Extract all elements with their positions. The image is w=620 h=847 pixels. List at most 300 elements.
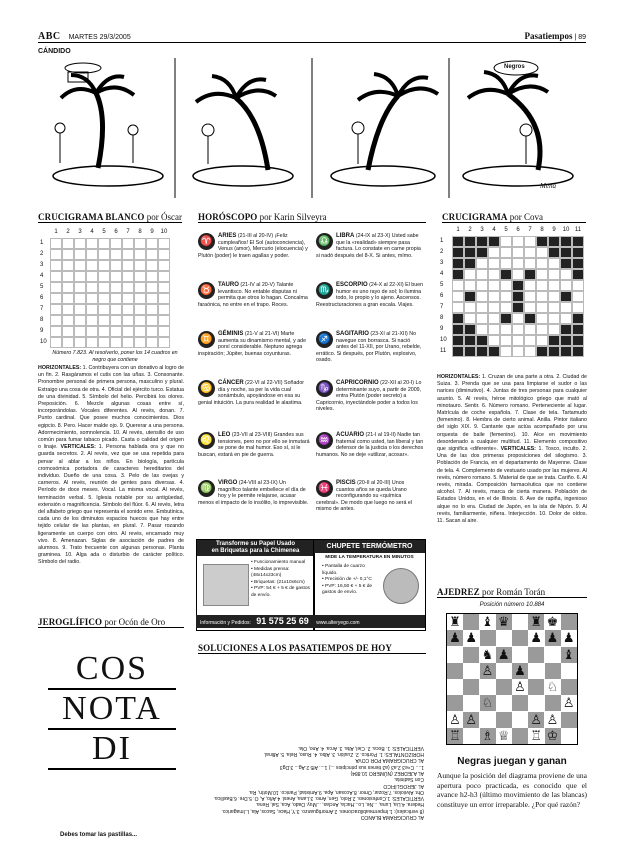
crossword-cell[interactable] (548, 291, 560, 302)
crossword-cell[interactable] (548, 324, 560, 335)
chess-square[interactable]: ♙ (512, 679, 528, 695)
crossword-cell[interactable] (536, 346, 548, 357)
sign-dates: (22-VI al 22-VII) (245, 380, 283, 386)
crossword-cell[interactable] (500, 335, 512, 346)
crossword-cell[interactable] (560, 280, 572, 291)
crossword-cell[interactable] (98, 304, 110, 315)
crossword-cell[interactable] (572, 335, 584, 346)
crossword-cell[interactable] (500, 247, 512, 258)
crossword-cell[interactable] (452, 313, 464, 324)
crossword-cell[interactable] (476, 258, 488, 269)
zodiac-icon: ♉ (198, 282, 215, 299)
crossword-cell[interactable] (50, 326, 62, 337)
crossword-cell[interactable] (560, 313, 572, 324)
crucigrama-cova-grid[interactable] (452, 236, 584, 357)
crossword-cell[interactable] (512, 247, 524, 258)
crossword-cell[interactable] (122, 271, 134, 282)
crossword-cell[interactable] (464, 313, 476, 324)
chess-square[interactable] (463, 663, 479, 679)
crossword-cell[interactable] (512, 258, 524, 269)
crossword-cell[interactable] (536, 313, 548, 324)
sign-name: GÉMINIS (218, 331, 244, 337)
crossword-cell[interactable] (536, 280, 548, 291)
crossword-cell[interactable] (488, 313, 500, 324)
crossword-cell[interactable] (110, 282, 122, 293)
crossword-cell[interactable] (548, 313, 560, 324)
chess-square[interactable] (496, 679, 512, 695)
crossword-cell[interactable] (122, 337, 134, 348)
crossword-cell[interactable] (50, 260, 62, 271)
chess-square[interactable]: ♙ (463, 712, 479, 728)
crossword-cell[interactable] (146, 337, 158, 348)
crossword-cell[interactable] (158, 315, 170, 326)
crossword-cell[interactable] (50, 238, 62, 249)
col-number: 7 (528, 227, 532, 233)
crossword-cell[interactable] (476, 346, 488, 357)
crossword-cell[interactable] (122, 260, 134, 271)
crossword-cell[interactable] (524, 258, 536, 269)
crossword-cell[interactable] (50, 337, 62, 348)
crossword-cell[interactable] (512, 324, 524, 335)
crossword-cell[interactable] (62, 293, 74, 304)
crossword-cell[interactable] (488, 291, 500, 302)
chess-square[interactable]: ♕ (496, 728, 512, 744)
crossword-cell[interactable] (74, 260, 86, 271)
crossword-cell[interactable] (536, 269, 548, 280)
crossword-cell[interactable] (74, 293, 86, 304)
chess-square[interactable] (496, 663, 512, 679)
crossword-cell[interactable] (476, 280, 488, 291)
crossword-cell[interactable] (74, 282, 86, 293)
crossword-cell[interactable] (62, 326, 74, 337)
crossword-cell[interactable] (512, 269, 524, 280)
chess-square[interactable]: ♝ (561, 647, 577, 663)
crossword-cell[interactable] (86, 249, 98, 260)
chess-square[interactable] (545, 663, 561, 679)
crossword-cell[interactable] (512, 280, 524, 291)
chess-square[interactable] (561, 679, 577, 695)
crossword-cell[interactable] (476, 236, 488, 247)
crossword-cell[interactable] (524, 324, 536, 335)
crossword-cell[interactable] (500, 324, 512, 335)
crossword-cell[interactable] (98, 315, 110, 326)
ad-contact-bar[interactable] (196, 615, 425, 628)
crossword-cell[interactable] (524, 346, 536, 357)
crossword-cell[interactable] (464, 324, 476, 335)
crossword-cell[interactable] (500, 313, 512, 324)
crossword-cell[interactable] (524, 302, 536, 313)
chess-square[interactable]: ♙ (528, 712, 544, 728)
crossword-cell[interactable] (74, 271, 86, 282)
crossword-cell[interactable] (452, 302, 464, 313)
chess-square[interactable] (528, 663, 544, 679)
crossword-cell[interactable] (512, 313, 524, 324)
crossword-cell[interactable] (98, 293, 110, 304)
crucigrama-blanco-clues (38, 365, 184, 590)
newspaper-logo: ABC (38, 31, 61, 42)
crossword-cell[interactable] (500, 302, 512, 313)
chess-square[interactable]: ♙ (545, 712, 561, 728)
crossword-cell[interactable] (146, 326, 158, 337)
chess-square[interactable]: ♜ (447, 614, 463, 630)
chess-square[interactable] (496, 695, 512, 711)
chess-square[interactable] (545, 647, 561, 663)
chess-square[interactable] (463, 728, 479, 744)
chess-square[interactable] (496, 630, 512, 646)
crossword-cell[interactable] (452, 324, 464, 335)
crossword-cell[interactable] (146, 260, 158, 271)
crossword-cell[interactable] (134, 326, 146, 337)
crucigrama-blanco-grid[interactable] (50, 238, 170, 348)
crossword-cell[interactable] (548, 346, 560, 357)
crossword-cell[interactable] (134, 282, 146, 293)
crossword-cell[interactable] (62, 238, 74, 249)
crossword-cell[interactable] (452, 280, 464, 291)
crossword-cell[interactable] (122, 326, 134, 337)
crossword-cell[interactable] (110, 315, 122, 326)
chess-square[interactable] (512, 647, 528, 663)
crossword-cell[interactable] (452, 236, 464, 247)
crossword-cell[interactable] (110, 260, 122, 271)
chess-square[interactable] (528, 695, 544, 711)
crossword-cell[interactable] (110, 271, 122, 282)
chess-square[interactable]: ♙ (447, 712, 463, 728)
crossword-cell[interactable] (62, 271, 74, 282)
crossword-cell[interactable] (98, 260, 110, 271)
crossword-cell[interactable] (146, 304, 158, 315)
chess-square[interactable]: ♟ (545, 630, 561, 646)
crossword-cell[interactable] (500, 269, 512, 280)
crossword-cell[interactable] (134, 304, 146, 315)
crossword-cell[interactable] (572, 324, 584, 335)
crossword-cell[interactable] (464, 269, 476, 280)
crossword-cell[interactable] (122, 304, 134, 315)
crossword-cell[interactable] (560, 291, 572, 302)
crossword-cell[interactable] (560, 335, 572, 346)
chess-square[interactable]: ♝ (480, 614, 496, 630)
crossword-cell[interactable] (488, 335, 500, 346)
crossword-cell[interactable] (86, 293, 98, 304)
crossword-cell[interactable] (476, 335, 488, 346)
crossword-cell[interactable] (98, 271, 110, 282)
chess-square[interactable] (545, 695, 561, 711)
crossword-cell[interactable] (548, 280, 560, 291)
crossword-cell[interactable] (500, 346, 512, 357)
crossword-cell[interactable] (146, 293, 158, 304)
crossword-cell[interactable] (476, 313, 488, 324)
crossword-cell[interactable] (110, 293, 122, 304)
chess-square[interactable] (463, 614, 479, 630)
crossword-cell[interactable] (464, 258, 476, 269)
crossword-cell[interactable] (548, 247, 560, 258)
chess-square[interactable]: ♙ (480, 663, 496, 679)
crossword-cell[interactable] (524, 313, 536, 324)
crossword-cell[interactable] (452, 269, 464, 280)
crossword-cell[interactable] (488, 269, 500, 280)
crossword-cell[interactable] (464, 236, 476, 247)
crossword-cell[interactable] (86, 260, 98, 271)
chess-square[interactable] (480, 679, 496, 695)
chess-square[interactable] (447, 695, 463, 711)
chess-square[interactable]: ♟ (496, 647, 512, 663)
crossword-cell[interactable] (476, 291, 488, 302)
crossword-cell[interactable] (74, 315, 86, 326)
crossword-cell[interactable] (86, 337, 98, 348)
crossword-cell[interactable] (464, 302, 476, 313)
crossword-cell[interactable] (464, 247, 476, 258)
crossword-cell[interactable] (98, 238, 110, 249)
crossword-cell[interactable] (146, 271, 158, 282)
crossword-cell[interactable] (50, 249, 62, 260)
chess-square[interactable] (561, 728, 577, 744)
chess-square[interactable]: ♘ (480, 695, 496, 711)
crossword-cell[interactable] (86, 282, 98, 293)
crossword-cell[interactable] (512, 346, 524, 357)
chess-square[interactable] (480, 712, 496, 728)
crossword-cell[interactable] (86, 304, 98, 315)
crossword-cell[interactable] (122, 293, 134, 304)
crossword-cell[interactable] (536, 335, 548, 346)
crossword-cell[interactable] (134, 249, 146, 260)
chess-square[interactable] (447, 679, 463, 695)
chess-square[interactable] (496, 712, 512, 728)
crossword-cell[interactable] (158, 282, 170, 293)
crossword-cell[interactable] (488, 258, 500, 269)
crossword-cell[interactable] (500, 291, 512, 302)
crossword-cell[interactable] (74, 304, 86, 315)
crossword-cell[interactable] (572, 302, 584, 313)
crossword-cell[interactable] (524, 291, 536, 302)
crossword-cell[interactable] (524, 280, 536, 291)
crossword-cell[interactable] (122, 238, 134, 249)
crossword-cell[interactable] (536, 302, 548, 313)
crossword-cell[interactable] (452, 247, 464, 258)
crossword-cell[interactable] (74, 326, 86, 337)
crossword-cell[interactable] (122, 282, 134, 293)
crossword-cell[interactable] (560, 324, 572, 335)
chess-square[interactable] (463, 695, 479, 711)
crossword-cell[interactable] (134, 260, 146, 271)
crossword-cell[interactable] (110, 337, 122, 348)
crossword-cell[interactable] (548, 335, 560, 346)
crossword-cell[interactable] (488, 346, 500, 357)
crossword-cell[interactable] (536, 291, 548, 302)
crossword-cell[interactable] (134, 238, 146, 249)
crossword-cell[interactable] (62, 304, 74, 315)
chess-square[interactable] (561, 663, 577, 679)
crossword-cell[interactable] (536, 236, 548, 247)
crossword-cell[interactable] (146, 238, 158, 249)
crossword-cell[interactable] (548, 302, 560, 313)
crossword-cell[interactable] (110, 304, 122, 315)
crossword-cell[interactable] (98, 249, 110, 260)
crossword-cell[interactable] (572, 346, 584, 357)
crossword-cell[interactable] (536, 247, 548, 258)
crossword-cell[interactable] (452, 346, 464, 357)
crossword-cell[interactable] (476, 247, 488, 258)
crossword-cell[interactable] (134, 315, 146, 326)
chess-square[interactable]: ♙ (561, 695, 577, 711)
chess-square[interactable] (447, 663, 463, 679)
chess-square[interactable]: ♟ (528, 630, 544, 646)
crossword-cell[interactable] (50, 304, 62, 315)
crossword-cell[interactable] (476, 269, 488, 280)
crossword-cell[interactable] (98, 337, 110, 348)
crossword-cell[interactable] (560, 302, 572, 313)
crossword-cell[interactable] (488, 236, 500, 247)
crossword-cell[interactable] (572, 236, 584, 247)
crossword-cell[interactable] (476, 302, 488, 313)
crossword-cell[interactable] (500, 280, 512, 291)
crossword-cell[interactable] (110, 238, 122, 249)
crossword-cell[interactable] (524, 269, 536, 280)
crossword-cell[interactable] (560, 236, 572, 247)
chess-square[interactable] (528, 647, 544, 663)
chess-square[interactable]: ♟ (463, 630, 479, 646)
crossword-cell[interactable] (134, 293, 146, 304)
crossword-cell[interactable] (158, 249, 170, 260)
crossword-cell[interactable] (464, 280, 476, 291)
crossword-cell[interactable] (572, 247, 584, 258)
chess-square[interactable] (463, 679, 479, 695)
chess-square[interactable] (512, 728, 528, 744)
chess-square[interactable]: ♔ (545, 728, 561, 744)
crossword-cell[interactable] (488, 280, 500, 291)
sign-text: El buen humor es uno rayo de sol; lo ilumina todo, lo propio y lo ajeno. Ascensos. Reestructuraciones a gran escala. Viajes. (316, 282, 424, 308)
crossword-cell[interactable] (158, 304, 170, 315)
chess-square[interactable]: ♟ (447, 630, 463, 646)
crossword-cell[interactable] (62, 315, 74, 326)
crossword-cell[interactable] (512, 302, 524, 313)
chess-square[interactable]: ♞ (480, 647, 496, 663)
crossword-cell[interactable] (452, 291, 464, 302)
chess-square[interactable]: ♜ (528, 614, 544, 630)
chess-square[interactable] (512, 712, 528, 728)
ad-phone-label: Información y Pedidos: (200, 620, 251, 626)
crossword-cell[interactable] (62, 249, 74, 260)
crossword-cell[interactable] (62, 282, 74, 293)
chess-square[interactable] (561, 712, 577, 728)
col-number: 2 (468, 227, 472, 233)
crossword-cell[interactable] (158, 260, 170, 271)
crossword-cell[interactable] (488, 302, 500, 313)
crossword-cell[interactable] (110, 326, 122, 337)
crossword-cell[interactable] (572, 269, 584, 280)
chess-square[interactable]: ♚ (545, 614, 561, 630)
crossword-cell[interactable] (512, 335, 524, 346)
crossword-cell[interactable] (158, 337, 170, 348)
crossword-cell[interactable] (74, 249, 86, 260)
crossword-cell[interactable] (98, 326, 110, 337)
crossword-cell[interactable] (572, 258, 584, 269)
crossword-cell[interactable] (122, 315, 134, 326)
crossword-cell[interactable] (548, 269, 560, 280)
crossword-cell[interactable] (488, 247, 500, 258)
chess-square[interactable] (463, 647, 479, 663)
crossword-cell[interactable] (134, 271, 146, 282)
crossword-cell[interactable] (464, 346, 476, 357)
chess-square[interactable] (447, 647, 463, 663)
crossword-cell[interactable] (560, 247, 572, 258)
crossword-cell[interactable] (512, 236, 524, 247)
chessboard[interactable] (446, 613, 578, 745)
crossword-cell[interactable] (572, 313, 584, 324)
crossword-cell[interactable] (86, 315, 98, 326)
crossword-cell[interactable] (524, 247, 536, 258)
chess-square[interactable] (512, 695, 528, 711)
crossword-cell[interactable] (158, 238, 170, 249)
chess-square[interactable]: ♖ (528, 728, 544, 744)
chess-square[interactable] (480, 630, 496, 646)
crossword-cell[interactable] (50, 293, 62, 304)
chess-square[interactable]: ♖ (447, 728, 463, 744)
chess-square[interactable]: ♟ (512, 663, 528, 679)
crossword-cell[interactable] (488, 324, 500, 335)
crossword-cell[interactable] (572, 280, 584, 291)
chess-square[interactable]: ♘ (545, 679, 561, 695)
crossword-cell[interactable] (86, 326, 98, 337)
crossword-cell[interactable] (146, 315, 158, 326)
chess-square[interactable] (512, 614, 528, 630)
sign-dates: (21-V al 21-VI) (244, 331, 280, 337)
crossword-cell[interactable] (158, 326, 170, 337)
crossword-cell[interactable] (86, 271, 98, 282)
crossword-cell[interactable] (536, 258, 548, 269)
crossword-cell[interactable] (146, 249, 158, 260)
crossword-cell[interactable] (452, 335, 464, 346)
chess-square[interactable]: ♛ (496, 614, 512, 630)
crossword-cell[interactable] (452, 258, 464, 269)
crossword-cell[interactable] (110, 249, 122, 260)
crossword-cell[interactable] (500, 258, 512, 269)
crossword-cell[interactable] (158, 271, 170, 282)
col-number: 10 (562, 227, 570, 233)
chess-square[interactable]: ♗ (480, 728, 496, 744)
crossword-cell[interactable] (464, 335, 476, 346)
crossword-cell[interactable] (512, 291, 524, 302)
crossword-cell[interactable] (74, 238, 86, 249)
chess-square[interactable]: ♟ (561, 630, 577, 646)
crossword-cell[interactable] (62, 260, 74, 271)
crossword-cell[interactable] (548, 236, 560, 247)
crossword-cell[interactable] (50, 315, 62, 326)
chess-square[interactable] (512, 630, 528, 646)
crossword-cell[interactable] (524, 335, 536, 346)
crossword-cell[interactable] (146, 282, 158, 293)
crossword-cell[interactable] (98, 282, 110, 293)
chess-square[interactable] (528, 679, 544, 695)
chess-square[interactable] (561, 614, 577, 630)
crossword-cell[interactable] (548, 258, 560, 269)
crossword-cell[interactable] (476, 324, 488, 335)
crossword-cell[interactable] (572, 291, 584, 302)
crossword-cell[interactable] (158, 293, 170, 304)
crossword-cell[interactable] (50, 282, 62, 293)
crossword-cell[interactable] (86, 238, 98, 249)
crossword-cell[interactable] (122, 249, 134, 260)
crossword-cell[interactable] (62, 337, 74, 348)
crossword-cell[interactable] (464, 291, 476, 302)
crossword-cell[interactable] (536, 324, 548, 335)
crossword-cell[interactable] (50, 271, 62, 282)
crossword-cell[interactable] (74, 337, 86, 348)
crossword-cell[interactable] (560, 346, 572, 357)
crossword-cell[interactable] (560, 258, 572, 269)
crossword-cell[interactable] (560, 269, 572, 280)
crossword-cell[interactable] (524, 236, 536, 247)
crossword-cell[interactable] (134, 337, 146, 348)
crossword-cell[interactable] (500, 236, 512, 247)
